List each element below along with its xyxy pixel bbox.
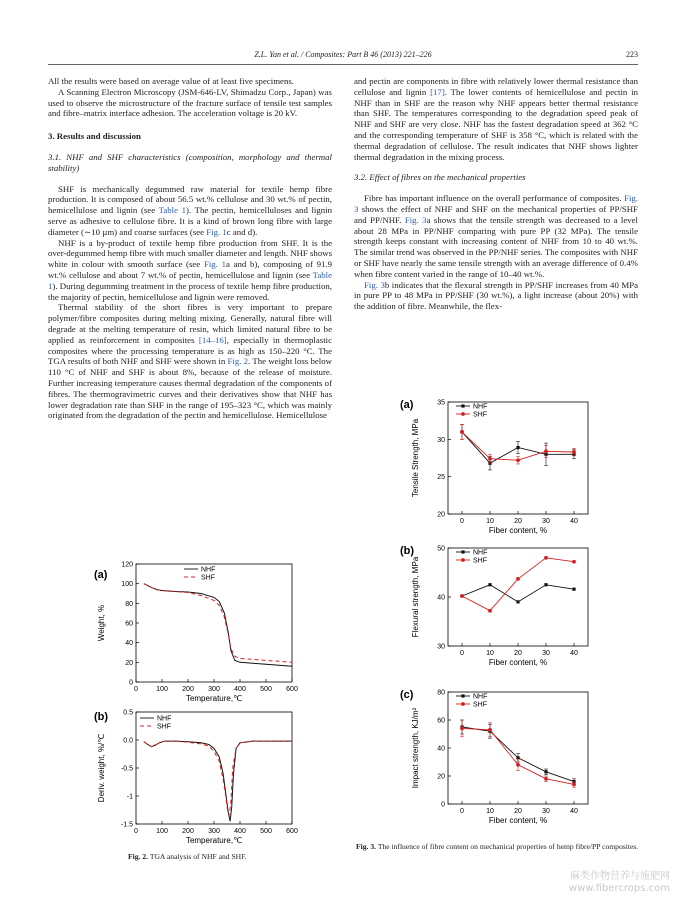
data-point	[544, 556, 548, 560]
paragraph	[354, 193, 638, 279]
x-tick-label: 40	[570, 808, 578, 815]
y-tick-label: 120	[121, 561, 133, 569]
x-tick-label: 400	[234, 828, 246, 835]
paragraph	[48, 238, 332, 303]
x-tick-label: 400	[234, 686, 246, 693]
paragraph: All the results were based on average value of at least five specimens.	[48, 76, 294, 86]
text: c and d).	[226, 226, 258, 237]
data-point	[488, 583, 491, 586]
y-tick-label: 20	[125, 659, 133, 667]
x-axis-label: Temperature,℃	[185, 694, 243, 703]
x-tick-label: 40	[570, 518, 578, 525]
y-tick-label: 50	[437, 545, 445, 553]
data-point	[544, 583, 547, 586]
x-axis-label: Fiber content, %	[488, 526, 548, 535]
x-tick-label: 0	[460, 808, 464, 815]
series-line-shf	[144, 741, 292, 816]
y-axis-label: Deriv. weight, %/℃	[97, 733, 106, 803]
y-tick-label: 25	[437, 474, 445, 482]
data-point	[544, 777, 548, 781]
legend-marker	[461, 412, 465, 416]
x-tick-label: 10	[486, 650, 494, 657]
y-tick-label: -0.5	[120, 765, 133, 773]
table-link[interactable]: Table 1	[158, 205, 187, 216]
y-tick-label: 0	[129, 679, 133, 687]
paragraph	[48, 184, 332, 238]
series-line-nhf	[144, 584, 292, 667]
legend-label: SHF	[473, 557, 487, 565]
caption-label: Fig. 3.	[356, 842, 377, 851]
y-tick-label: 100	[121, 581, 133, 589]
x-tick-label: 30	[542, 650, 550, 657]
y-tick-label: 40	[437, 594, 445, 602]
plot-frame	[448, 692, 588, 804]
legend-marker	[461, 550, 464, 553]
x-tick-label: 600	[286, 828, 298, 835]
y-tick-label: 80	[125, 600, 133, 608]
legend-label: SHF	[201, 574, 215, 582]
data-point	[516, 458, 520, 462]
section-heading: 3. Results and discussion	[48, 131, 141, 142]
paragraph	[354, 280, 638, 312]
x-tick-label: 40	[570, 650, 578, 657]
data-point	[544, 770, 547, 773]
text: b indicates that the flexural strength in PP/SHF increases from 40 MPa in pure PP to 48 MPa in PP/SHF (30 wt.%), a light increase (about 20%) with the addition of fibre. Meanwhile, the flex-	[354, 279, 638, 312]
x-tick-label: 20	[514, 518, 522, 525]
data-point	[460, 727, 464, 731]
figure-link[interactable]: Fig. 3	[404, 214, 427, 225]
header-rule	[48, 64, 638, 65]
data-point	[572, 783, 576, 787]
reference-link[interactable]: [14–16]	[198, 334, 227, 345]
y-tick-label: 60	[437, 717, 445, 725]
text: ). The pectin, hemicelluloses and lignin serve as adhesive to cellulose fibre. It is a kind of brown long fibre with large diameter (∼10 µm) and coarse surfaces (see	[48, 205, 332, 237]
legend-marker	[461, 558, 465, 562]
x-tick-label: 200	[182, 686, 194, 693]
x-tick-label: 0	[134, 686, 138, 693]
data-point	[516, 577, 520, 581]
fig2b-panel	[94, 710, 298, 846]
paragraph: A Scanning Electron Microscopy (JSM-646-LV, Shimadzu Corp., Japan) was used to observe the microstructure of the fracture surface of tensile test samples and fibre–matrix interface adhesion. The acceleration voltage is 20 kV.	[48, 86, 332, 119]
data-point	[516, 763, 520, 767]
series-line-shf	[144, 584, 292, 663]
y-tick-label: 0	[441, 801, 445, 809]
y-tick-label: 40	[437, 745, 445, 753]
x-tick-label: 20	[514, 808, 522, 815]
panel-label: (b)	[94, 711, 109, 723]
running-header	[48, 50, 638, 64]
fig3b-panel	[400, 545, 588, 667]
x-tick-label: 0	[134, 828, 138, 835]
y-tick-label: 30	[437, 643, 445, 651]
y-tick-label: 30	[437, 436, 445, 444]
text: a and b), composing of 91.9 wt.% cellulose and about 7 wt.% of pectin, hemicellulose and lignin (see	[48, 259, 332, 280]
text: ). During degumming treatment in the process of textile hemp fibre production, the majority of pectin, hemicellulose and lignin were removed.	[48, 280, 332, 302]
panel-label: (a)	[400, 399, 414, 411]
x-tick-label: 600	[286, 686, 298, 693]
figure-2	[90, 556, 300, 856]
x-tick-label: 0	[460, 650, 464, 657]
caption-label: Fig. 2.	[128, 852, 149, 861]
y-tick-label: 60	[125, 620, 133, 628]
data-point	[460, 430, 464, 434]
caption-text: TGA analysis of NHF and SHF.	[149, 852, 247, 861]
figure-2-plot	[90, 556, 300, 856]
text: , especially in thermoplastic composites where the processing temperature is as high as 150–220 °C. The TGA results of both NHF and SHF were shown in	[48, 334, 332, 367]
data-point	[488, 728, 492, 732]
right-column	[354, 76, 638, 312]
data-point	[488, 457, 492, 461]
y-tick-label: 20	[437, 511, 445, 519]
x-tick-label: 10	[486, 808, 494, 815]
x-axis-label: Fiber content, %	[488, 658, 548, 667]
text: a shows that the tensile strength was decreased to a level about 28 MPa in PP/NHF comparing with pure PP (32 MPa). The tensile strength keeps constant with increasing content of NHF from 10 to 40 wt.%. The similar trend was observed in the PP/NHF series. The composites with NHF or SHF have nearly the same tensile strength with an average difference of 0.4% when fibre content varied in the range of 10–40 wt.%.	[354, 214, 638, 279]
y-tick-label: 0.0	[123, 737, 133, 745]
x-tick-label: 10	[486, 518, 494, 525]
fig2a-panel	[94, 562, 298, 704]
x-tick-label: 30	[542, 518, 550, 525]
panel-label: (b)	[400, 545, 415, 557]
data-point	[516, 446, 519, 449]
panel-label: (c)	[400, 689, 414, 701]
figure-3-caption	[356, 842, 640, 852]
x-tick-label: 100	[156, 828, 168, 835]
journal-citation: Z.L. Yan et al. / Composites: Part B 46 (2013) 221–226	[254, 50, 432, 59]
legend-label: SHF	[157, 723, 171, 731]
fig3c-panel	[400, 689, 588, 825]
data-point	[488, 609, 492, 613]
text: . The lower contents of hemicellulose and pectin in NHF than in SHF are the reason why NHF appears better thermal resistance than SHF. The temperatures corresponding to the degradation speed peak of NHF and SHF are very close. NHF has the fastest degradation speed at 362 °C and the corresponding temperature of SHF is 358 °C, which is related with the thermal degradation of cellulose. The result indicates that NHF shows lighter thermal degradation in the mixing process.	[354, 86, 638, 162]
text: NHF is a by-product of textile hemp fibre production from SHF. It is the over-degummed hemp fibre with much smaller diameter and length. NHF shows white in colour with smooth surface (see	[48, 237, 332, 270]
figure-link[interactable]: Fig. 3	[354, 193, 638, 214]
fig3a-panel	[400, 399, 588, 535]
y-tick-label: 40	[125, 640, 133, 648]
x-tick-label: 20	[514, 650, 522, 657]
text: SHF is mechanically degummed raw material for textile hemp fibre production. It is composed of about 56.5 wt.% cellulose and 30 wt.% of pectin, hemicellulose and lignin (see	[48, 183, 332, 216]
data-point	[572, 588, 575, 591]
data-point	[544, 449, 548, 453]
figure-3-plot	[396, 392, 608, 832]
legend-marker	[461, 404, 464, 407]
legend-marker	[461, 694, 464, 697]
page-number: 223	[626, 50, 638, 59]
paragraph	[354, 76, 638, 162]
series-line-nhf	[144, 741, 292, 821]
text: Fibre has important influence on the overall performance of composites.	[364, 193, 625, 204]
watermark	[569, 871, 670, 895]
data-point	[460, 594, 464, 598]
watermark-line: 麻类作物营养与施肥网	[570, 871, 670, 882]
x-tick-label: 100	[156, 686, 168, 693]
figure-link[interactable]: Fig. 3	[364, 279, 385, 290]
y-axis-label: Impact strength, KJ/m²	[411, 707, 420, 789]
figure-3	[396, 392, 608, 832]
table-link[interactable]: Table 1	[48, 269, 332, 291]
subsection-heading: 3.2. Effect of fibres on the mechanical properties	[354, 172, 526, 183]
y-tick-label: -1.5	[120, 821, 133, 829]
legend-label: NHF	[473, 549, 488, 557]
y-axis-label: Flexural strength, MPa	[411, 556, 420, 638]
reference-link[interactable]: [17]	[430, 86, 445, 97]
figure-link[interactable]: Fig. 1	[206, 226, 227, 237]
subsection-heading: 3.1. NHF and SHF characteristics (composition, morphology and thermal stability)	[48, 151, 332, 173]
y-axis-label: Weight, %	[97, 604, 106, 642]
y-tick-label: 20	[437, 773, 445, 781]
caption-text: The influence of fibre content on mechanical properties of hemp fibre/PP composites.	[377, 842, 639, 851]
x-tick-label: 0	[460, 518, 464, 525]
legend-label: NHF	[201, 566, 216, 574]
x-tick-label: 30	[542, 808, 550, 815]
x-tick-label: 500	[260, 686, 272, 693]
x-tick-label: 300	[208, 686, 220, 693]
legend-label: SHF	[473, 701, 487, 709]
legend-label: SHF	[473, 411, 487, 419]
x-axis-label: Fiber content, %	[488, 816, 548, 825]
x-tick-label: 200	[182, 828, 194, 835]
legend-label: NHF	[157, 715, 172, 723]
left-column	[48, 76, 332, 421]
legend-label: NHF	[473, 403, 488, 411]
x-axis-label: Temperature,℃	[185, 836, 243, 845]
data-point	[572, 450, 576, 454]
y-tick-label: 80	[437, 689, 445, 697]
paragraph	[48, 302, 332, 421]
y-tick-label: 0.5	[123, 709, 133, 717]
legend-marker	[461, 702, 465, 706]
data-point	[516, 600, 519, 603]
legend-label: NHF	[473, 693, 488, 701]
x-tick-label: 300	[208, 828, 220, 835]
x-tick-label: 500	[260, 828, 272, 835]
text: and pectin are components in fibre with relatively lower thermal resistance than cellulose and lignin	[354, 76, 638, 97]
plot-frame	[448, 548, 588, 646]
figure-link[interactable]: Fig. 2	[227, 356, 249, 367]
text: shows the effect of NHF and SHF on the mechanical properties of PP/SHF and PP/NHF.	[354, 203, 638, 225]
watermark-line: www.fibercrops.com	[568, 883, 670, 894]
y-tick-label: -1	[126, 793, 133, 801]
figure-2-caption	[128, 852, 348, 862]
y-axis-label: Tensile Strength, MPa	[411, 418, 420, 498]
series-line-nhf	[462, 585, 574, 602]
text: . The weight loss below 110 °C of NHF and SHF is about 8%, because of the release of moisture. Further increasing temperature causes thermal degradation of the components of fibres. The thermogravimetric curves and their derivatives show that NHF has lower degradation rate than SHF in the range of 195–323 °C, which was mainly originated from the degradation of the pectin and hemicellulose. Hemicellulose	[48, 356, 332, 421]
text: Thermal stability of the short fibres is very important to prepare polymer/fibre composites during melting mixing. Generally, natural fibre will degrade at the melting temperature of resin, which limited natural fibre to be applied as reinforcement in composites	[48, 302, 332, 345]
data-point	[572, 560, 576, 564]
y-tick-label: 35	[437, 399, 445, 407]
figure-link[interactable]: Fig. 1	[203, 259, 226, 270]
panel-label: (a)	[94, 569, 108, 581]
